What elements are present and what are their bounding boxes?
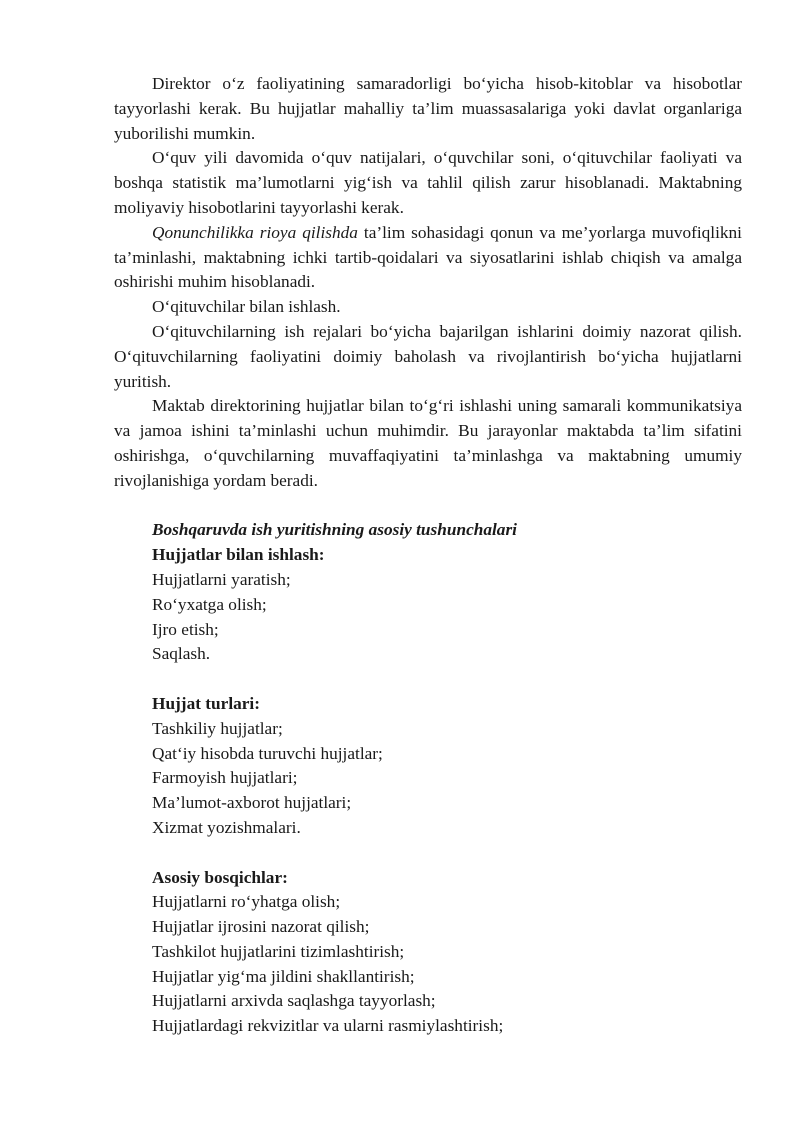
list-item: Farmoyish hujjatlari; [152, 768, 298, 788]
list-item: Hujjatlarni ro‘yhatga olish; [152, 892, 341, 912]
section-main-stages [114, 866, 742, 1040]
main-stages-heading: Asosiy bosqichlar: [152, 867, 288, 887]
spacer [114, 841, 742, 866]
list-item: Tashkiliy hujjatlar; [152, 718, 283, 738]
section-document-types [114, 692, 742, 841]
section-basic-concepts [114, 518, 742, 667]
list-item: Tashkilot hujjatlarini tizimlashtirish; [152, 941, 405, 961]
legislation-italic-phrase: Qonunchilikka rioya qilishda [152, 222, 358, 242]
paragraph-legislation [114, 221, 742, 295]
list-item: Hujjatlar yig‘ma jildini shakllantirish; [152, 966, 415, 986]
paragraph-statistics: O‘quv yili davomida o‘quv natijalari, o‘quvchilar soni, o‘qituvchilar faoliyati va boshqa statistik ma’lumotlarni yig‘ish va tahlil qilish zarur hisoblanadi. Maktabning moliyaviy hisobotlarini tayyorlashi kerak. [114, 148, 742, 217]
list-item: Hujjatlar ijrosini nazorat qilish; [152, 917, 370, 937]
work-with-documents-heading: Hujjatlar bilan ishlash: [152, 545, 325, 565]
list-item: Xizmat yozishmalari. [152, 817, 301, 837]
document-types-heading: Hujjat turlari: [152, 693, 260, 713]
list-item: Hujjatlarni arxivda saqlashga tayyorlash; [152, 991, 436, 1011]
list-item: Saqlash. [152, 644, 211, 664]
section-title: Boshqaruvda ish yuritishning asosiy tushunchalari [152, 520, 517, 540]
list-item: Ma’lumot-axborot hujjatlari; [152, 793, 352, 813]
paragraph-conclusion: Maktab direktorining hujjatlar bilan to‘g‘ri ishlashi uning samarali kommunikatsiya va jamoa ishini ta’minlashi uchun muhimdir. Bu jarayonlar maktabda ta’lim sifatini oshirishga, o‘quvchilarning muvaffaqiyatini ta’minlashga va maktabning umumiy rivojlanishiga yordam beradi. [114, 396, 742, 490]
spacer [114, 494, 742, 519]
legislation-text: ta’lim sohasidagi qonun va me’yorlarga muvofiqlikni ta’minlashi, maktabning ichki tartib-qoidalari va siyosatlarini ishlab chiqish va amalga oshirishi muhim hisoblanadi. [114, 222, 742, 292]
paragraph-teachers-work: O‘qituvchilarning ish rejalari bo‘yicha bajarilgan ishlarini doimiy nazorat qilish. O‘qituvchilarning faoliyatini doimiy baholash va rivojlantirish bo‘yicha hujjatlarni yuritish. [114, 321, 742, 391]
paragraph-teachers-heading: O‘qituvchilar bilan ishlash. [152, 297, 341, 317]
list-item: Hujjatlardagi rekvizitlar va ularni rasmiylashtirish; [152, 1016, 504, 1036]
list-item: Qat‘iy hisobda turuvchi hujjatlar; [152, 743, 383, 763]
list-item: Hujjatlarni yaratish; [152, 569, 291, 589]
spacer [114, 667, 742, 692]
paragraph-director-reports: Direktor o‘z faoliyatining samaradorligi bo‘yicha hisob-kitoblar va hisobotlar tayyorlashi kerak. Bu hujjatlar mahalliy ta’lim muassasalariga yoki davlat organlariga yuborilishi mumkin. [114, 74, 742, 143]
list-item: Ijro etish; [152, 619, 219, 639]
document-page [114, 72, 742, 1039]
list-item: Ro‘yxatga olish; [152, 594, 267, 614]
